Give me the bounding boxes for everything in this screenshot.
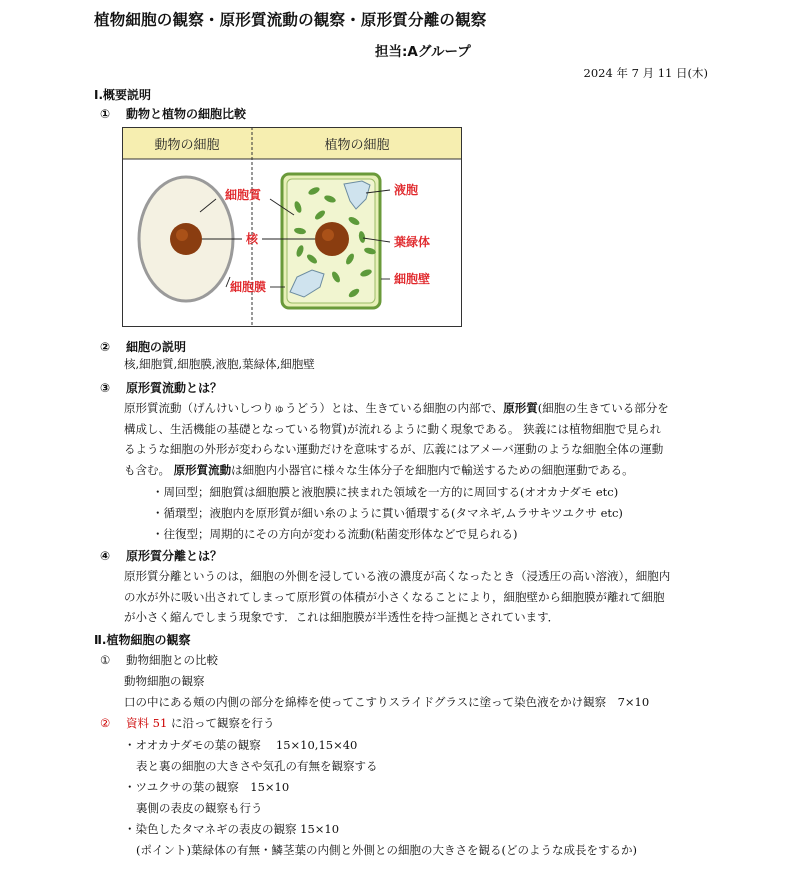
item-number: ④ xyxy=(100,549,111,563)
paragraph-line xyxy=(124,460,714,481)
item-number: ③ xyxy=(100,381,111,395)
s2-item-1-heading xyxy=(100,650,218,671)
item-4-heading xyxy=(100,547,222,564)
item-title: 原形質分離とは？ xyxy=(126,549,223,563)
s2-item-1-line: 口の中にある頬の内側の部分を綿棒を使ってこすりスライドグラスに塗って染色液をかけ観察 7×10 xyxy=(124,695,650,709)
item-number: ① xyxy=(100,653,111,667)
author-line: 担当:Aグループ xyxy=(375,44,471,60)
item-title: 動物と植物の細胞比較 xyxy=(126,107,247,121)
paragraph-line xyxy=(124,398,714,419)
item-title: 動物細胞との比較 xyxy=(126,653,218,667)
cell-comparison-diagram xyxy=(122,127,462,327)
paragraph-line: 構成し、生活機能の基礎となっている物質)が流れるように動く現象である。 狭義には植物細胞で見られ xyxy=(124,421,662,436)
s2-item-1-line: 動物細胞の観察 xyxy=(124,674,205,688)
paragraph-line: 原形質分離というのは，細胞の外側を浸している液の濃度が高くなったとき（浸透圧の高い溶液），細胞内 xyxy=(124,569,671,583)
label-chloroplast: 葉緑体 xyxy=(394,235,431,249)
item-number: ① xyxy=(100,107,111,121)
observation-note: 表と裏の細胞の大きさや気孔の有無を観察する xyxy=(136,759,378,773)
label-cell-wall: 細胞壁 xyxy=(394,272,431,286)
item-title: 原形質流動とは？ xyxy=(126,381,223,395)
page-title: 植物細胞の観察・原形質流動の観察・原形質分離の観察 xyxy=(94,11,487,29)
date-line: 2024 年 7 月 11 日(木) xyxy=(583,66,708,80)
animal-cell-header: 動物の細胞 xyxy=(154,138,220,153)
observation-item: ・ツユクサの葉の観察 15×10 xyxy=(124,780,290,794)
cell-parts-list: 核,細胞質,細胞膜,液胞,葉緑体,細胞壁 xyxy=(124,357,315,371)
item-number: ② xyxy=(100,716,111,730)
item-2-heading xyxy=(100,338,186,355)
s2-item-2-heading xyxy=(100,713,274,734)
item-number: ② xyxy=(100,340,111,354)
section-2-heading: Ⅱ.植物細胞の観察 xyxy=(94,633,191,647)
text-run: 原形質流動（げんけいしつりゅうどう）とは、生きている細胞の内部で、 xyxy=(124,401,504,415)
label-nucleus: 核 xyxy=(245,232,259,246)
observation-item: ・オオカナダモの葉の観察 15×10,15×40 xyxy=(124,738,358,752)
label-cytoplasm: 細胞質 xyxy=(224,188,262,202)
streaming-type-circulation: ・周回型；細胞質は細胞膜と液胞膜に挟まれた領域を一方的に周回する(オオカナダモ etc) xyxy=(152,485,619,499)
item-title: 細胞の説明 xyxy=(126,340,187,354)
plasmolysis-paragraph xyxy=(124,566,714,628)
paragraph-line: が小さく縮んでしまう現象です．これは細胞膜が半透性を持つ証拠とされています． xyxy=(124,610,560,624)
bold-term: 原形質流動 xyxy=(173,462,232,477)
reference-link[interactable]: 資料 51 xyxy=(126,716,168,730)
text-run: (細胞の生きている部分を xyxy=(537,401,669,415)
item-3-heading xyxy=(100,379,222,396)
observation-note: 裏側の表皮の観察も行う xyxy=(136,801,263,815)
paragraph-line: るような細胞の外形が変わらない運動だけを意味するが、広義にはアメーバ運動のような細胞全体の運動 xyxy=(124,442,664,456)
item-1-heading xyxy=(100,105,246,122)
streaming-type-shuttle: ・往復型；周期的にその方向が変わる流動(粘菌変形体などで見られる) xyxy=(152,527,518,541)
paragraph-line: の水が外に吸い出されてしまって原形質の体積が小さくなることにより，細胞壁から細胞膜が離れて細胞 xyxy=(124,589,665,604)
label-membrane: 細胞膜 xyxy=(229,280,267,294)
protoplasm-streaming-paragraph xyxy=(124,398,714,480)
item-title: に沿って観察を行う xyxy=(167,716,275,730)
observation-note: (ポイント)葉緑体の有無・鱗茎葉の内側と外側との細胞の大きさを観る(どのような成長をするか) xyxy=(136,843,637,857)
observation-item: ・染色したタマネギの表皮の観察 15×10 xyxy=(124,822,340,836)
section-1-heading: Ⅰ.概要説明 xyxy=(94,88,152,102)
bold-term: 原形質 xyxy=(503,401,538,415)
streaming-type-circular: ・循環型；液胞内を原形質が細い糸のように貫い循環する(タマネギ,ムラサキツユクサ etc) xyxy=(152,506,623,520)
label-vacuole: 液胞 xyxy=(394,183,419,197)
text-run: は細胞内小器官に様々な生体分子を細胞内で輸送するための細胞運動である。 xyxy=(231,462,634,477)
text-run: も含む。 xyxy=(124,462,174,477)
plant-cell-header: 植物の細胞 xyxy=(324,138,390,153)
